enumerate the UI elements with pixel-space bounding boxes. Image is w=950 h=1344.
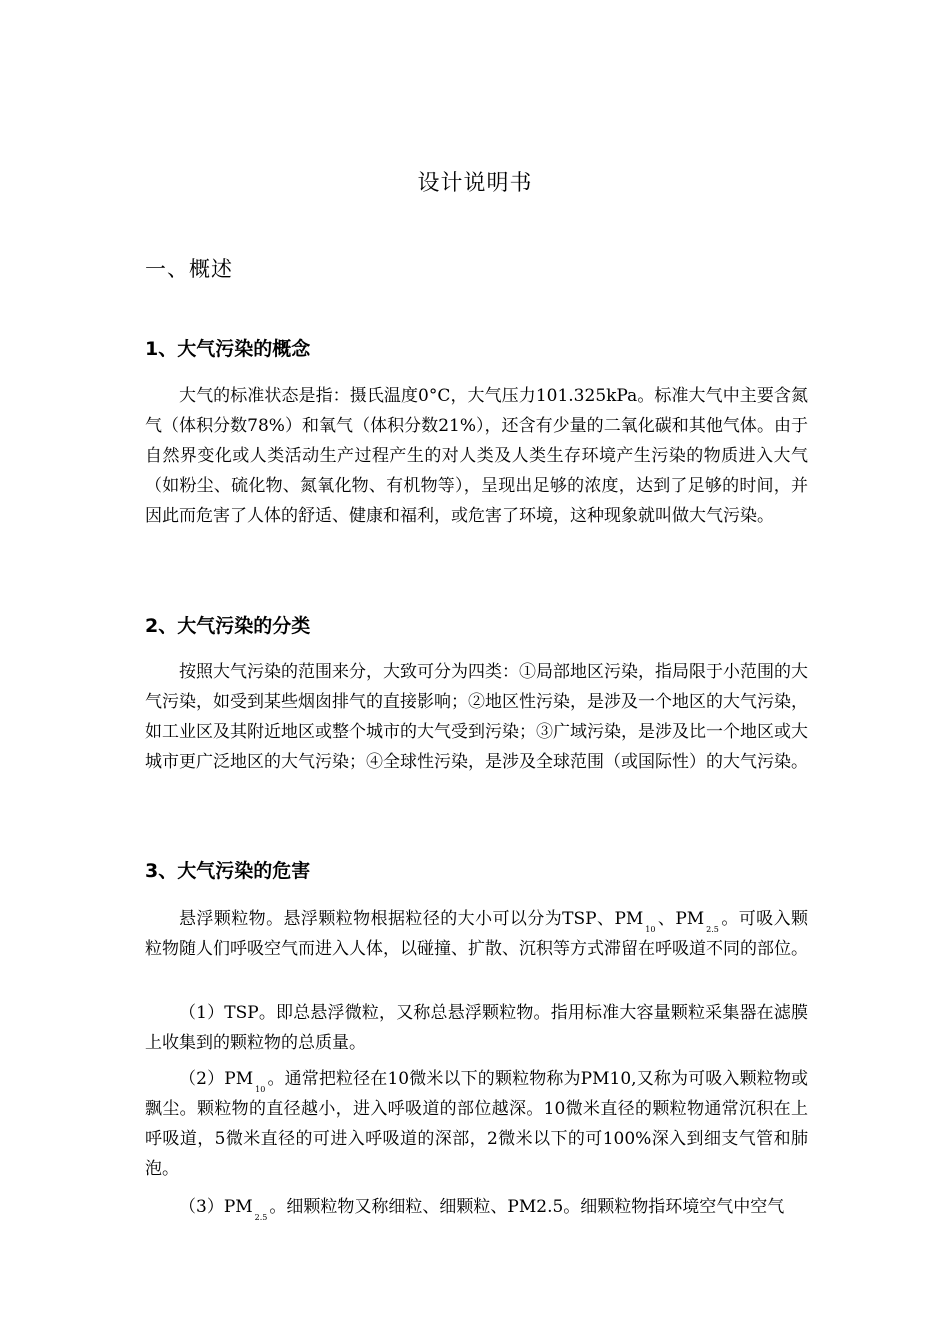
section-1-paragraph: 大气的标准状态是指：摄氏温度0°C，大气压力101.325kPa。标准大气中主要含氮气（体积分数78%）和氧气（体积分数21%），还含有少量的二氧化碳和其他气体。由于自然界变化或人类活动生产过程产生的对人类及人类生存环境产生污染的物质进入大气（如粉尘、硫化物、氮氧化物、有机物等），呈现出足够的浓度，达到了足够的时间，并因此而危害了人体的舒适、健康和福利，或危害了环境，这种现象就叫做大气污染。: [145, 386, 808, 526]
p3-text-a: （2）PM: [179, 1069, 254, 1089]
section-3-paragraph-2: （1）TSP。即总悬浮微粒，又称总悬浮颗粒物。指用标准大容量颗粒采集器在滤膜上收集到的颗粒物的总质量。: [145, 1003, 808, 1053]
section-3-paragraph-1: [145, 904, 808, 964]
p4-subscript: 2.5: [254, 1213, 268, 1222]
p1-subscript-1: 10: [645, 925, 656, 934]
p3-text-b: 。通常把粒径在10微米以下的颗粒物称为PM10,又称为可吸入颗粒物或飘尘。颗粒物的直径越小，进入呼吸道的部位越深。10微米直径的颗粒物通常沉积在上呼吸道，5微米直径的可进入呼吸道的深部，2微米以下的可100%深入到细支气管和肺泡。: [145, 1069, 808, 1179]
p1-text-c: 。可吸入颗粒物随人们呼吸空气而进入人体，以碰撞、扩散、沉积等方式滞留在呼吸道不同的部位。: [145, 909, 808, 959]
section-heading-1: 1、大气污染的概念: [145, 338, 311, 360]
p3-subscript: 10: [255, 1085, 266, 1094]
p4-text-b: 。细颗粒物又称细粒、细颗粒、PM2.5。细颗粒物指环境空气中空气: [269, 1197, 785, 1217]
p1-subscript-2: 2.5: [706, 925, 719, 934]
p4-text-a: （3）PM: [179, 1197, 253, 1217]
section-3-paragraph-3: [145, 1064, 808, 1184]
chapter-heading: 一、概述: [145, 257, 233, 281]
p1-text-b: 、PM: [657, 909, 705, 929]
section-2-paragraph: 按照大气污染的范围来分，大致可分为四类：①局部地区污染，指局限于小范围的大气污染，如受到某些烟囱排气的直接影响；②地区性污染，是涉及一个地区的大气污染，如工业区及其附近地区或整个城市的大气受到污染；③广域污染，是涉及比一个地区或大城市更广泛地区的大气污染；④全球性污染，是涉及全球范围（或国际性）的大气污染。: [145, 662, 808, 772]
page-title: 设计说明书: [417, 171, 533, 196]
section-heading-2: 2、大气污染的分类: [145, 615, 311, 637]
section-3-paragraph-4: [145, 1192, 808, 1222]
section-heading-3: 3、大气污染的危害: [145, 860, 311, 882]
p1-text-a: 悬浮颗粒物。悬浮颗粒物根据粒径的大小可以分为TSP、PM: [179, 909, 644, 929]
